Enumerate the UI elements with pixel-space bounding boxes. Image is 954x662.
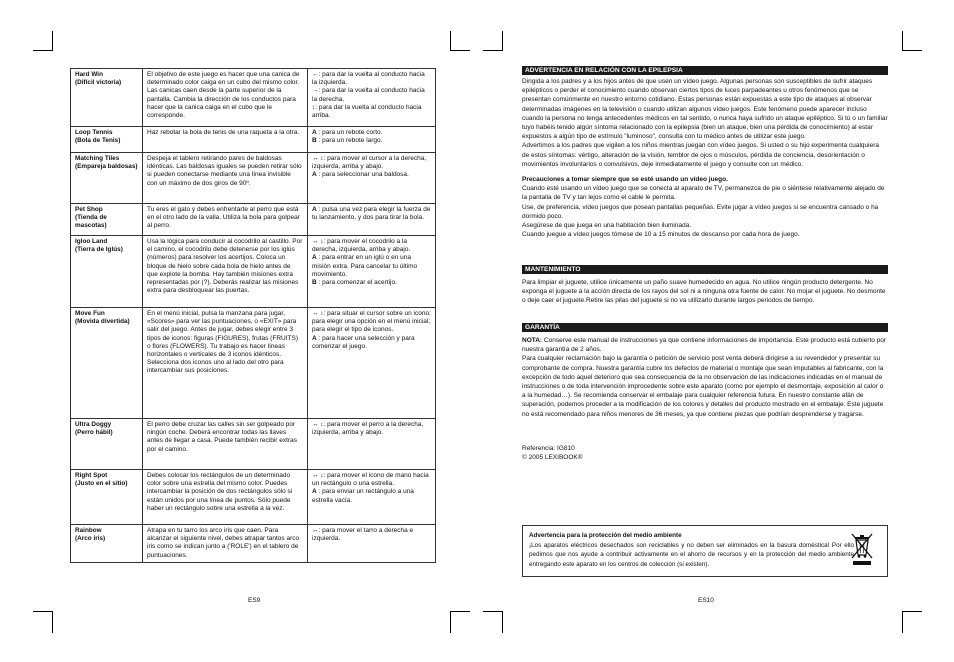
crop-mark — [502, 31, 503, 51]
game-name-line: Ultra Doggy — [75, 421, 112, 428]
control-line — [312, 238, 431, 254]
game-controls — [308, 153, 436, 204]
control-text: : para entrar en un iglú o en una misión extra. Para cancelar tu último movimiento. — [312, 254, 418, 278]
game-controls — [308, 204, 436, 236]
game-controls — [308, 470, 436, 525]
game-controls — [308, 525, 436, 563]
game-row — [71, 236, 436, 308]
direction-arrow-icon: → — [312, 87, 319, 95]
game-controls — [308, 419, 436, 470]
game-row — [71, 525, 436, 563]
crossed-out-bin-icon — [851, 533, 873, 567]
control-text: : para dar la vuelta al conducto hacia la derecha. — [312, 87, 425, 103]
control-text: : para mover el cocodrilo a la derecha, izquierda, arriba y abajo. — [312, 238, 411, 254]
direction-arrow-icon: ↔ ↕ — [312, 421, 324, 428]
game-name-line: (Tienda de mascotas) — [75, 214, 107, 230]
control-line — [312, 310, 431, 335]
game-name-line: (Tierra de Iglús) — [75, 246, 123, 254]
game-name-line: (Difícil victoria) — [75, 79, 122, 87]
game-description: Atrapa en tu tarro los arco iris que caen. Para alcanzar el siguiente nivel, debes atrapar tantos arco iris como se indican junto a ('ROLE') en el tablero de puntuaciones. — [143, 525, 308, 563]
control-text: : para mover el icono de mano hacia un rectángulo o una estrella. — [312, 472, 429, 488]
control-text: : para dar la vuelta al conducto hacia la izquierda. — [312, 71, 425, 87]
crop-mark — [902, 50, 922, 51]
control-line — [312, 206, 431, 222]
control-text: : para hacer una selección y para comenzar el juego. — [312, 334, 415, 350]
control-line — [312, 104, 431, 120]
control-text: : pulsa una vez para elegir la fuerza de tu lanzamiento, y dos para tirar la bola. — [312, 206, 431, 222]
game-name-line: Pet Shop — [75, 206, 103, 213]
crop-mark — [450, 611, 470, 612]
copyright: © 2005 LEXIBOOK® — [522, 454, 583, 462]
control-text: : para un rebote largo. — [316, 137, 383, 145]
game-row — [71, 204, 436, 236]
game-description: Tu eres el gato y debes enfrentarte al perro que está en el otro lado de la valla. Utiliza la bola para golpear al perro. — [143, 204, 308, 236]
crop-mark — [33, 50, 53, 51]
control-text: : para enviar un rectángulo a una estrella vacía. — [312, 488, 414, 504]
precautions-title: Precauciones a tomar siempre que se esté usando un vídeo juego. — [522, 176, 728, 184]
epilepsy-paragraph-2: Advertimos a los padres que vigilen a los niños mientras juegan con vídeo juegos. Si usted o su hijo experimenta cualquiera de estos síntomas: vértigo, alteración de la visión, temblor de ojos o músculos, pérdida de conciencia, desorientación o movimientos involuntarios o convulsivos, deje inmediatamente el juego y consulte con un médico. — [522, 142, 879, 168]
game-name-line: Right Spot — [75, 472, 108, 479]
control-text: : para mover el cursor a la derecha, izquierda, arriba y abajo. — [312, 155, 427, 171]
crop-mark — [52, 31, 53, 51]
game-controls — [308, 308, 436, 419]
control-line — [312, 71, 431, 87]
crop-mark — [450, 31, 451, 51]
game-name-line: Matching Tiles — [75, 155, 120, 162]
environment-notice — [522, 525, 888, 577]
crop-mark — [33, 611, 53, 612]
game-controls — [308, 236, 436, 308]
game-name-line: (Perro hábil) — [75, 429, 113, 437]
crop-mark — [483, 611, 503, 612]
button-key-icon: B — [312, 137, 317, 145]
control-line — [312, 137, 431, 145]
crop-mark — [450, 611, 451, 633]
control-line — [312, 171, 431, 179]
game-name-line: (Empareja baldosas) — [75, 163, 138, 171]
warranty-note-text: Conserve este manual de instrucciones ya que contiene informaciones de importancia. Este producto está cubierto por nuestra garantía de 2 años. — [522, 337, 887, 354]
button-key-icon: A — [312, 254, 317, 262]
game-name — [71, 153, 143, 204]
page-number-left: ES9 — [248, 597, 261, 604]
control-line — [312, 87, 431, 103]
control-line — [312, 254, 431, 279]
control-text: : para seleccionar una baldosa. — [316, 171, 409, 179]
warranty-section — [522, 336, 888, 419]
precaution-item: Cuando juegue a vídeo juegos tómese de 10 a 15 minutos de descanso por cada hora de juego. — [522, 231, 800, 239]
control-line — [312, 279, 431, 287]
crop-mark — [483, 50, 503, 51]
control-line — [312, 421, 431, 437]
environment-title: Advertencia para la protección del medio ambiente — [529, 532, 682, 539]
game-name — [71, 69, 143, 127]
maintenance-text: Para limpiar el juguete, utilice únicamente un paño suave humedecido en agua. No utilice ningún producto detergente. No exponga el juguete a la acción directa de los rayos del sol ni a ninguna otra fuente de calor. No mojar el juguete. No desmonte o deje caer el juguete.Retire las pilas del juguete si no va utilizarlo durante largos periodos de tiempo. — [522, 279, 886, 305]
game-row — [71, 470, 436, 525]
game-row — [71, 153, 436, 204]
control-text: : para un rebote corto. — [316, 129, 383, 136]
game-row — [71, 419, 436, 470]
game-name — [71, 525, 143, 563]
control-text: : para mover el tarro a derecha e izquierda. — [312, 527, 414, 543]
game-name — [71, 127, 143, 153]
game-name-line: Rainbow — [75, 527, 102, 534]
reference-block — [522, 444, 888, 462]
button-key-icon: B — [312, 279, 317, 287]
crop-mark — [902, 611, 922, 612]
button-key-icon: A — [312, 206, 317, 213]
game-description: Usa la lógica para conducir al cocodrilo al castillo. Por el camino, el cocodrilo debe detenerse por los iglús (números) para resolver los acertijos. Coloca un bloque de hielo sobre cada bola de hielo antes de que explote la bomba. Hay también misiones extra representadas por (?). Deberás realizar las misiones extra para desbloquear las puertas. — [143, 236, 308, 308]
game-name — [71, 419, 143, 470]
game-description: Debes colocar los rectángulos de un determinado color sobre una estrella del mismo color. Puedes intercambiar la posición de dos rectángulos sólo si están unidos por una línea de puntos. Sólo puede haber un rectángulo sobre una estrella a la vez. — [143, 470, 308, 525]
control-text: : para comenzar el acertijo. — [316, 279, 397, 287]
game-name-line: (Arco iris) — [75, 535, 106, 543]
game-name-line: Loop Tennis — [75, 129, 113, 136]
game-row — [71, 69, 436, 127]
page-number-right: ES10 — [698, 597, 714, 604]
control-line — [312, 155, 431, 171]
control-text: : para situar el cursor sobre un icono; para elegir una opción en el menú inicial; para elegir el tipo de iconos. — [312, 310, 431, 334]
crop-mark — [52, 611, 53, 633]
direction-arrow-icon: ↔ — [312, 527, 319, 534]
game-name — [71, 470, 143, 525]
control-line — [312, 129, 431, 137]
warranty-text: Para cualquier reclamación bajo la garantía o petición de servicio post venta deberá dirigirse a su revendedor y presentar su comprobante de compra. Nuestra garantía cubre los defectos de material o montaje que sean imputables al fabricante, con la excepción de todo aquel deterioro que sea consecuencia de la no observación de las indicaciones indicadas en el manual de instrucciones o de toda intervención improcedente sobre este aparato (como por ejemplo el desmontaje, exposición al calor o a la humedad…). Se recomienda conservar el embalaje para cualquier referencia futura. En nuestro constante afán de superación, podemos proceder a la modificación de los colores y detalles del producto mostrado en el embalaje. Este juguete no está recomendado para niños menores de 36 meses, ya que contiene piezas que podrían desprenderse y tragarse. — [522, 355, 884, 418]
game-name-line: Hard Win — [75, 71, 103, 78]
crop-mark — [502, 611, 503, 633]
game-description: Despeja el tablero retirando pares de baldosas idénticas. Las baldosas iguales se pueden retirar sólo si pueden conectarse mediante una línea invisible con un máximo de dos giros de 90º. — [143, 153, 308, 204]
game-controls — [308, 69, 436, 127]
control-line — [312, 472, 431, 488]
game-name-line: Move Fun — [75, 310, 105, 317]
epilepsy-section — [522, 77, 888, 239]
epilepsy-heading: ADVERTENCIA EN RELACIÓN CON LA EPILEPSIA — [522, 66, 888, 75]
direction-arrow-icon: ↕ — [312, 103, 316, 111]
direction-arrow-icon: ↔ ↕ — [312, 155, 324, 162]
game-description: El perro debe cruzar las calles sin ser golpeado por ningún coche. Deberá encontrar todas las llaves antes de llegar a casa. Puede también recibir extras por el camino. — [143, 419, 308, 470]
crop-mark — [450, 50, 470, 51]
game-controls — [308, 127, 436, 153]
crop-mark — [902, 31, 903, 51]
game-name — [71, 236, 143, 308]
control-line — [312, 488, 431, 504]
game-row — [71, 308, 436, 419]
button-key-icon: A — [312, 171, 317, 179]
direction-arrow-icon: ↔ ↕ — [312, 310, 324, 317]
game-name — [71, 204, 143, 236]
button-key-icon: A — [312, 129, 317, 136]
button-key-icon: A — [312, 334, 317, 342]
direction-arrow-icon: ↔ ↕ — [312, 238, 324, 245]
control-text: : para mover el perro a la derecha, izquierda, arriba y abajo. — [312, 421, 424, 437]
maintenance-heading: MANTENIMIENTO — [522, 265, 888, 274]
game-description: El objetivo de este juego es hacer que una canica de determinado color caiga en un cubo del mismo color. Las canicas caen desde la parte superior de la pantalla. Cambia la dirección de los conductos para hacer que la canica caiga en el cubo que le corresponde. — [143, 69, 308, 127]
precaution-item: Use, de preferencia, vídeo juegos que posean pantallas pequeñas. Evite jugar a vídeo juegos si se encuentra cansado o ha dormido poco. — [522, 203, 879, 220]
game-name-line: (Bola de Tenis) — [75, 137, 121, 145]
game-name-line: (Movida divertida) — [75, 318, 130, 326]
crop-mark — [902, 611, 903, 633]
reference: Referencia: IG810 — [522, 445, 575, 452]
game-name-line: (Justo en el sitio) — [75, 480, 128, 488]
games-table — [70, 68, 436, 563]
button-key-icon: A — [312, 488, 317, 496]
control-line — [312, 335, 431, 351]
warranty-note-label: NOTA: — [522, 337, 543, 344]
direction-arrow-icon: ← — [312, 71, 319, 78]
environment-text: ¡Los aparatos eléctricos desechados son reciclables y no deben ser eliminados en la basura doméstica! Por ello pedimos que nos ayude a contribuir activamente en el ahorro de recursos y en la protección del medio ambiente entregando este aparato en los centros de colección (si existen). — [529, 541, 854, 568]
game-description: Haz rebotar la bola de tenis de una raqueta a la otra. — [143, 127, 308, 153]
game-name — [71, 308, 143, 419]
game-description: En el menú inicial, pulsa la manzana para jugar, «Scores» para ver las puntuaciones, o «EXIT» para salir del juego. Antes de jugar, debes elegir entre 3 tipos de iconos: figuras (FIGURES), frutas (FRUITS) o flores (FLOWERS). Tu trabajo es hacer líneas horizontales o verticales de 3 iconos idénticos. Selecciona dos iconos uno al lado del otro para intercambiar sus posiciones. — [143, 308, 308, 419]
epilepsy-paragraph-1: Dirigida a los padres y a los hijos antes de que usen un vídeo juego. Algunas personas son susceptibles de sufrir ataques epilépticos o perder el conocimiento cuando observan ciertos tipos de luces parpadeantes u otros fenómenos que se presentan comúnmente en nuestro entorno cotidiano. Estas personas están expuestas a este tipo de ataques al observar determinadas imágenes en la televisión o cuando utilizan algunos vídeo juegos. Este fenómeno puede aparecer incluso cuando la persona no tenga antecedentes médicos en tal sentido, o nunca haya sufrido un ataque epiléptico. Si tú o un familiar tuyo habéis tenido algún síntoma relacionado con la epilepsia (bien un ataque, bien una pérdida de conocimiento) al estar expuestos a algún tipo de estímulo "luminoso", consulta con tu médico antes de utilizar este juego. — [522, 78, 888, 141]
precaution-item: Asegúrese de que juega en una habitación bien iluminada. — [522, 222, 692, 230]
precaution-item: Cuando esté usando un vídeo juego que se conecta al aparato de TV, permanezca de pie o siéntese relativamente alejado de la pantalla de TV y tan lejos como el cable le permita. — [522, 185, 885, 202]
game-row — [71, 127, 436, 153]
warranty-heading: GARANTÍA — [522, 323, 888, 332]
control-line — [312, 527, 431, 543]
direction-arrow-icon: ↔ ↕ — [312, 472, 324, 479]
control-text: : para dar la vuelta al conducto hacia arriba. — [312, 103, 422, 120]
maintenance-section — [522, 278, 888, 306]
game-name-line: Igloo Land — [75, 238, 108, 245]
